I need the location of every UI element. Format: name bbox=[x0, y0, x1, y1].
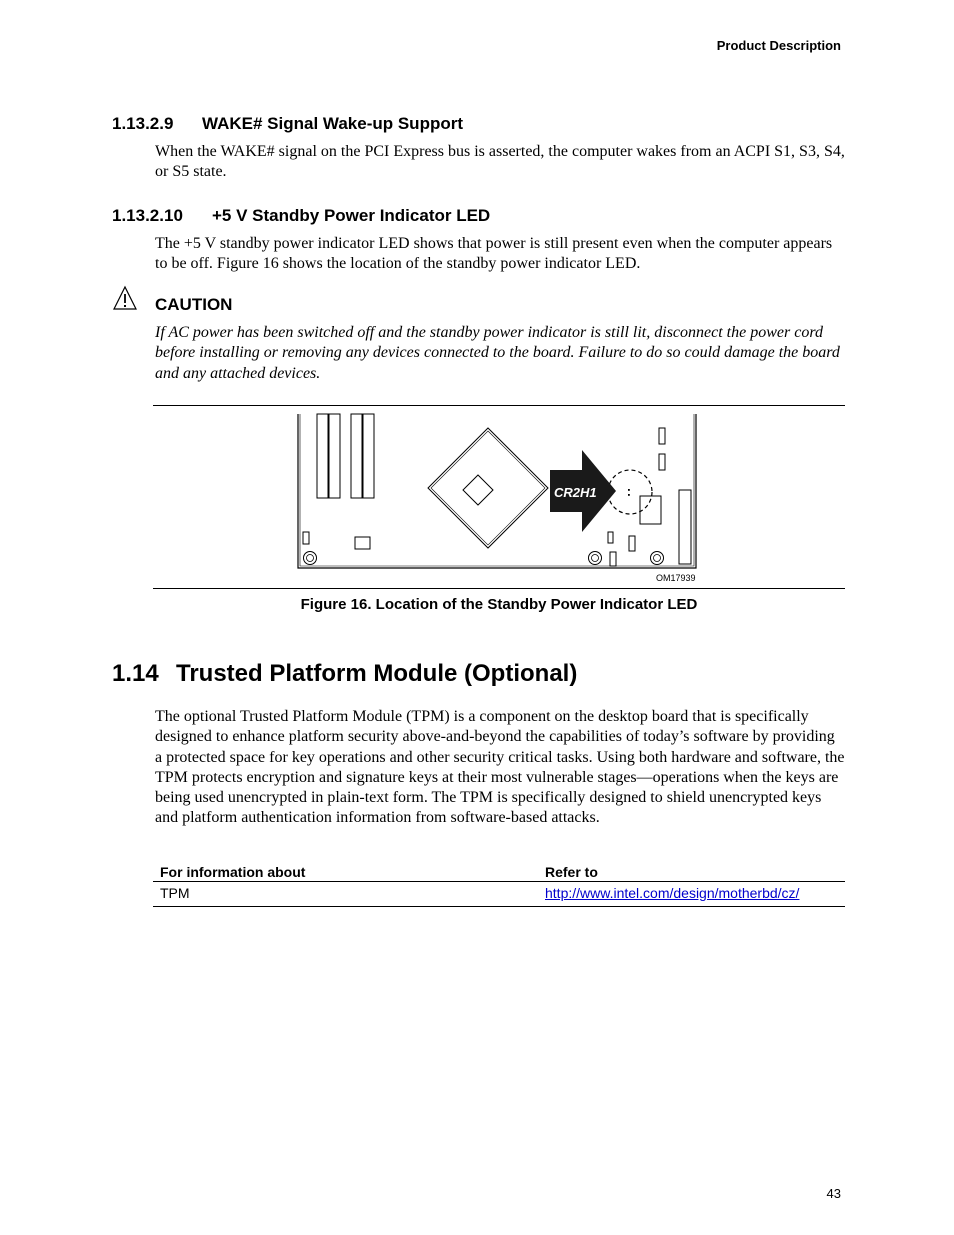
paragraph-wake: When the WAKE# signal on the PCI Express bus is asserted, the computer wakes from an ACPI S1, S3, S4, or S5 state. bbox=[155, 143, 845, 181]
reference-table bbox=[153, 862, 845, 907]
section-heading-tpm bbox=[112, 660, 577, 688]
figure-id: OM17939 bbox=[656, 573, 696, 583]
column-header: For information about bbox=[153, 862, 538, 882]
column-header: Refer to bbox=[538, 862, 845, 882]
callout-label: CR2H1 bbox=[554, 485, 597, 500]
warning-triangle-icon bbox=[112, 285, 138, 311]
subsection-title: +5 V Standby Power Indicator LED bbox=[212, 206, 491, 225]
caution-label: CAUTION bbox=[155, 295, 233, 314]
running-header: Product Description bbox=[716, 38, 841, 53]
subsection-number: 1.13.2.10 bbox=[112, 206, 183, 225]
paragraph-tpm: The optional Trusted Platform Module (TPM) is a component on the desktop board that is specifically designed to enhance platform security above-and-beyond the capabilities of today’s software by providing a protected space for key operations and other security critical tasks. Using both hardware and software, the TPM protects encryption and signature keys at their most vulnerable stages—operations when the keys are being used unencrypted in plain-text form. The TPM is specifically designed to shield unencrypted keys and platform authentication information from software-based attacks. bbox=[155, 708, 845, 827]
section-title: Trusted Platform Module (Optional) bbox=[176, 660, 578, 687]
subsection-heading-wake bbox=[112, 114, 463, 134]
subsection-heading-standby bbox=[112, 206, 490, 226]
table-row bbox=[153, 882, 845, 907]
caution-text: If AC power has been switched off and the standby power indicator is still lit, disconnect the power cord before installing or removing any devices connected to the board. Failure to do so could damage the board and any attached devices. bbox=[155, 324, 840, 382]
board-diagram bbox=[290, 408, 710, 588]
figure-bottom-rule bbox=[153, 588, 845, 589]
table-header-row bbox=[153, 862, 845, 882]
figure-top-rule bbox=[153, 405, 845, 406]
page-number: 43 bbox=[826, 1186, 841, 1201]
table-cell-link bbox=[538, 882, 845, 907]
reference-link[interactable]: http://www.intel.com/design/motherbd/cz/ bbox=[545, 885, 800, 901]
section-number: 1.14 bbox=[112, 660, 159, 687]
subsection-title: WAKE# Signal Wake-up Support bbox=[202, 114, 463, 133]
figure-caption: Figure 16. Location of the Standby Power Indicator LED bbox=[300, 596, 698, 613]
subsection-number: 1.13.2.9 bbox=[112, 114, 174, 133]
paragraph-standby: The +5 V standby power indicator LED shows that power is still present even when the computer appears to be off. Figure 16 shows the location of the standby power indicator LED. bbox=[155, 235, 833, 273]
table-cell-topic: TPM bbox=[153, 882, 538, 907]
